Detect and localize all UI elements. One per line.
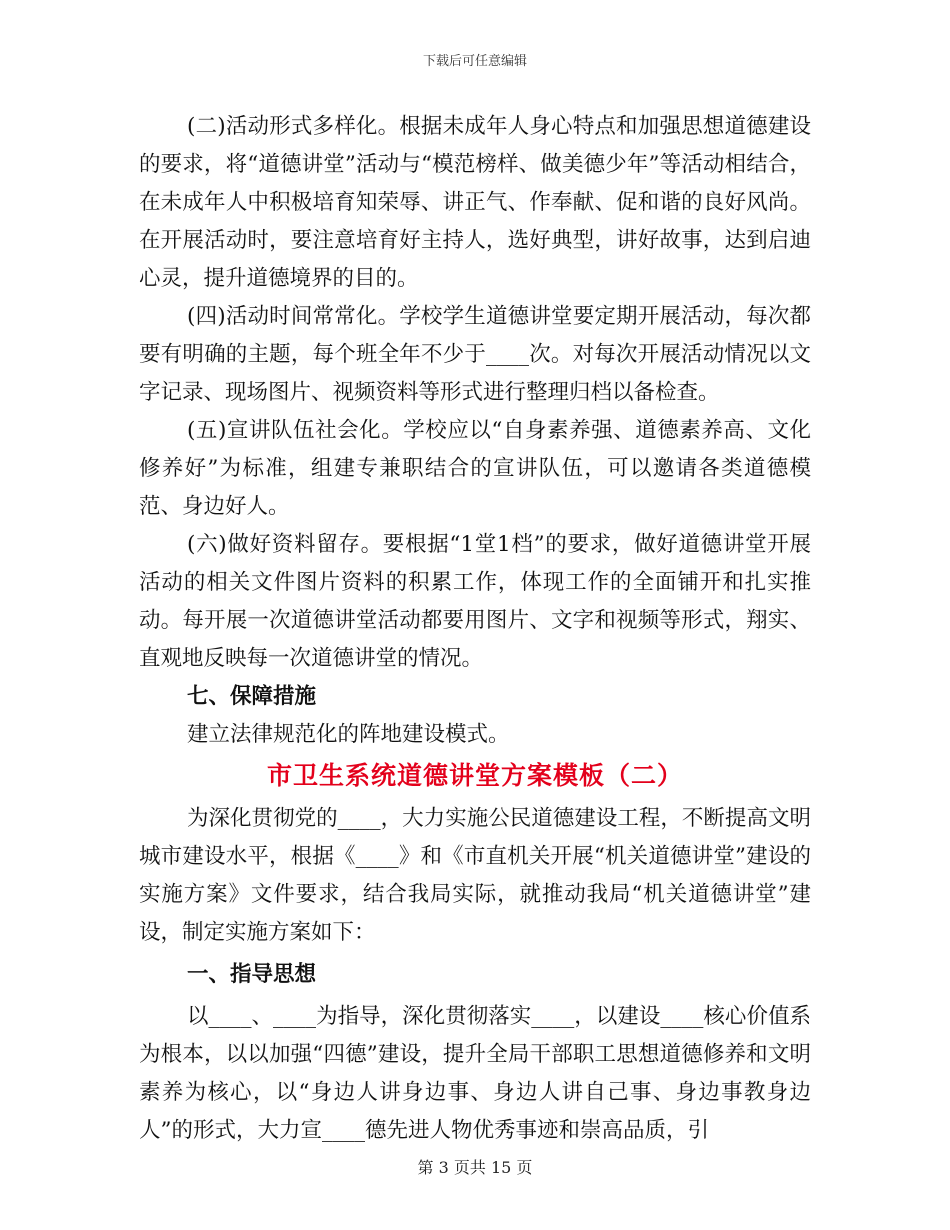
- paragraph-record-keeping: (六)做好资料留存。要根据“1堂1档”的要求，做好道德讲堂开展活动的相关文件图片资料的积累工作，体现工作的全面铺开和扎实推动。每开展一次道德讲堂活动都要用图片、文字和视频等形式，翔实、直观地反映每一次道德讲堂的情况。: [139, 532, 811, 671]
- paragraph-activity-form: (二)活动形式多样化。根据未成年人身心特点和加强思想道德建设的要求，将“道德讲堂”活动与“模范榜样、做美德少年”等活动相结合，在未成年人中积极培育知荣辱、讲正气、作奉献、促和谐的良好风尚。在开展活动时，要注意培育好主持人，选好典型，讲好故事，达到启迪心灵，提升道德境界的目的。: [139, 114, 811, 291]
- document-body: [139, 108, 811, 1150]
- paragraph-guiding-text: 以____、____为指导，深化贯彻落实____，以建设____核心价值系为根本，以以加强“四德”建设，提升全局干部职工思想道德修养和文明素养为核心，以“身边人讲身边事、身边人讲自己事、身边事教身边人”的形式，大力宣____德先进人物优秀事迹和崇高品质，引: [139, 1004, 811, 1143]
- paragraph-lecture-team: (五)宣讲队伍社会化。学校应以“自身素养强、道德素养高、文化修养好”为标准，组建专兼职结合的宣讲队伍，可以邀请各类道德模范、身边好人。: [139, 418, 811, 519]
- heading-safeguard-measures: 七、保障措施: [187, 684, 317, 709]
- heading-guiding-ideology: 一、指导思想: [187, 962, 317, 987]
- paragraph-activity-time: (四)活动时间常常化。学校学生道德讲堂要定期开展活动，每次都要有明确的主题，每个班全年不少于____次。对每次开展活动情况以文字记录、现场图片、视频资料等形式进行整理归档以备检查。: [139, 304, 811, 405]
- paragraph-intro: 为深化贯彻党的____，大力实施公民道德建设工程，不断提高文明城市建设水平，根据《____》和《市直机关开展“机关道德讲堂”建设的实施方案》文件要求，结合我局实际，就推动我局“机关道德讲堂”建设，制定实施方案如下：: [139, 806, 811, 945]
- section-title: 市卫生系统道德讲堂方案模板（二）: [266, 761, 683, 790]
- paragraph-safeguard-text: 建立法律规范化的阵地建设模式。: [187, 722, 510, 747]
- page-footer: 第 3 页共 15 页: [417, 1158, 533, 1177]
- page-header: 下载后可任意编辑: [422, 54, 527, 69]
